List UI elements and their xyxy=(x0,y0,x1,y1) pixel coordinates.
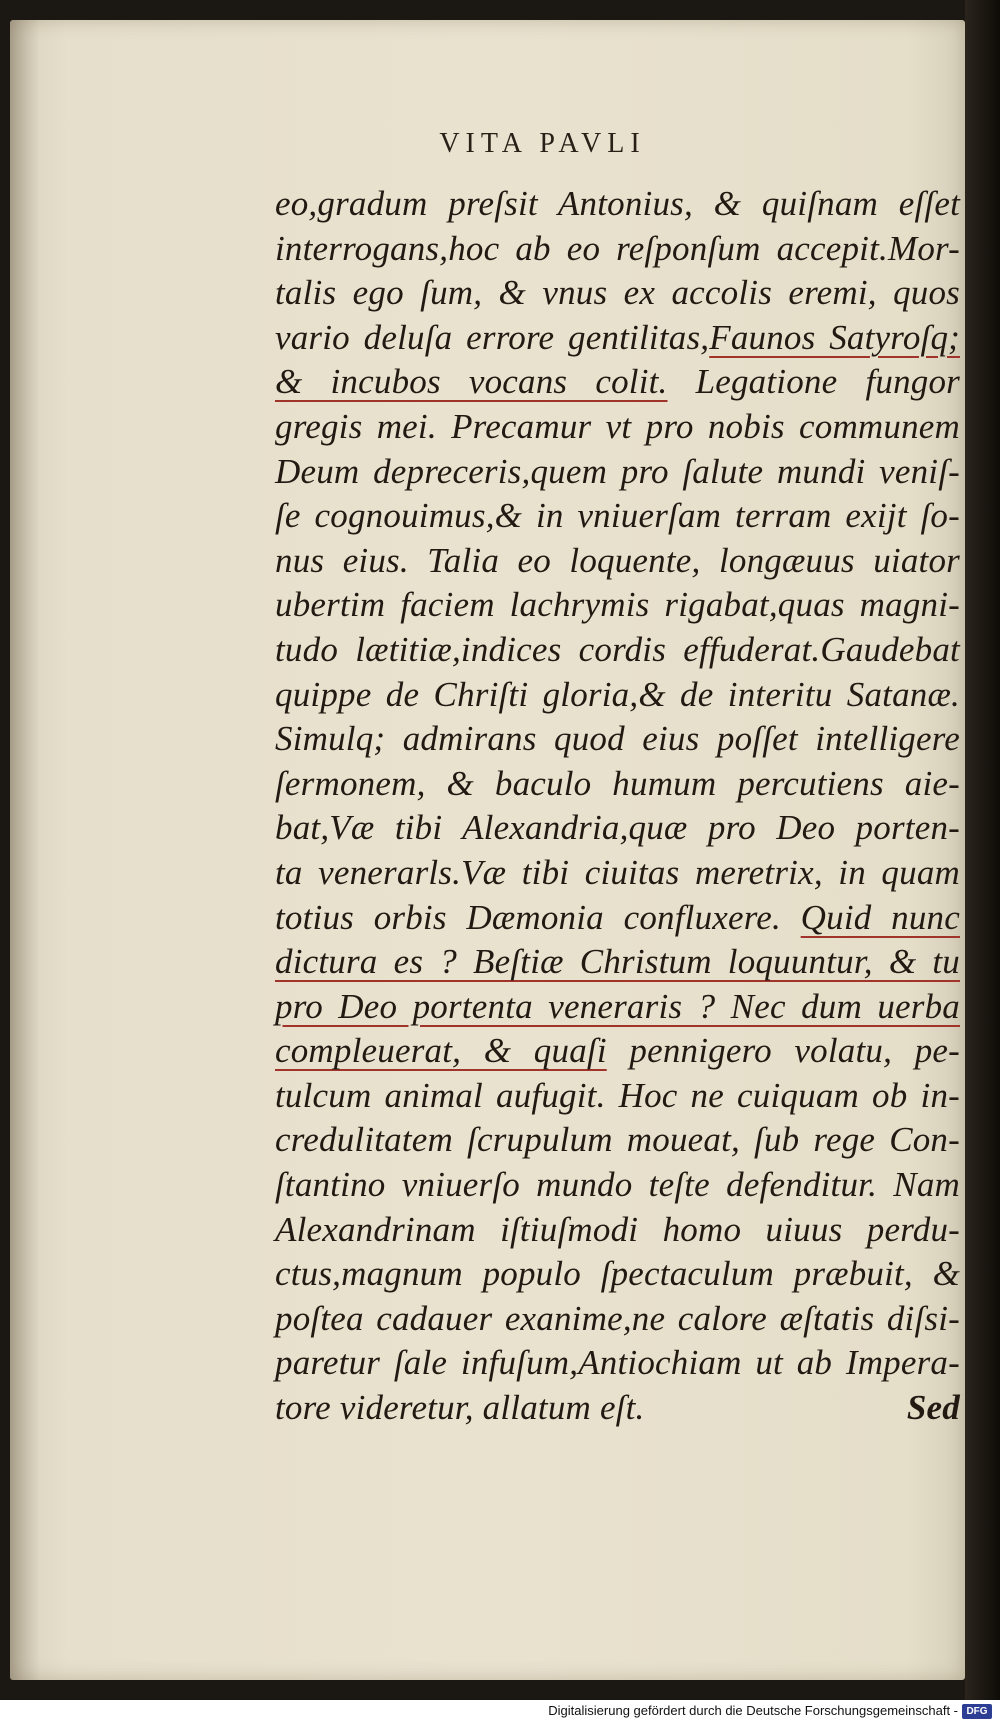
digitization-footer xyxy=(0,1700,1000,1725)
text-line xyxy=(275,360,960,405)
line-text: pennigero volatu, pe- xyxy=(606,1031,960,1071)
line-text: ubertim faciem lachrymis rigabat,quas magni- xyxy=(275,585,960,625)
text-line xyxy=(275,1341,960,1386)
text-line xyxy=(275,1386,960,1431)
line-text: paretur ſale infuſum,Antiochiam ut ab Impera- xyxy=(275,1343,960,1383)
footer-credit: Digitalisierung gefördert durch die Deutsche Forschungsgemeinschaft - xyxy=(548,1703,958,1718)
line-text: Legatione fungor xyxy=(667,362,960,402)
line-text: poſtea cadauer exanime,ne calore æſtatis diſsi- xyxy=(275,1298,960,1338)
text-line xyxy=(275,1208,960,1253)
underlined-text: Quid nunc xyxy=(800,897,960,937)
line-text: credulitatem ſcrupulum moueat, ſub rege Con- xyxy=(275,1120,960,1160)
text-line xyxy=(275,1252,960,1297)
line-text: totius orbis Dæmonia confluxere. xyxy=(275,897,801,937)
text-line xyxy=(275,182,960,227)
text-line xyxy=(275,851,960,896)
underlined-text: & incubos vocans colit. xyxy=(275,362,668,402)
text-line xyxy=(275,940,960,985)
line-text: ſe cognouimus,& in vniuerſam terram exijt ſo- xyxy=(275,496,960,536)
text-line xyxy=(275,806,960,851)
line-text: ſermonem, & baculo humum percutiens aie- xyxy=(275,763,960,803)
catchword: Sed xyxy=(906,1388,960,1428)
text-line xyxy=(275,316,960,361)
text-line xyxy=(275,673,960,718)
line-text: Simulq; admirans quod eius poſſet intelligere xyxy=(275,719,960,759)
line-text: bat,Væ tibi Alexandria,quæ pro Deo porten- xyxy=(275,808,960,848)
text-line xyxy=(275,539,960,584)
text-line xyxy=(275,1297,960,1342)
line-text: nus eius. Talia eo loquente, longæuus uiator xyxy=(275,540,960,580)
text-line xyxy=(275,583,960,628)
dfg-logo: DFG xyxy=(962,1704,992,1719)
text-line xyxy=(275,1163,960,1208)
scan-edge xyxy=(965,0,1000,1725)
underlined-text: pro Deo portenta veneraris ? Nec dum uerba xyxy=(275,986,960,1026)
text-line xyxy=(275,494,960,539)
text-line xyxy=(275,271,960,316)
book-page xyxy=(10,20,965,1680)
line-text: interrogans,hoc ab eo reſponſum accepit.Mor- xyxy=(275,228,960,268)
line-text: Alexandrinam iſtiuſmodi homo uiuus perdu- xyxy=(275,1209,960,1249)
gutter-shadow xyxy=(10,20,40,1680)
line-text: talis ego ſum, & vnus ex accolis eremi, quos xyxy=(275,273,960,313)
line-text: quippe de Chriſti gloria,& de interitu Satanæ. xyxy=(275,674,960,714)
text-line xyxy=(275,1074,960,1119)
text-line xyxy=(275,227,960,272)
underlined-text: Faunos Satyroſq; xyxy=(709,317,960,357)
text-line xyxy=(275,896,960,941)
text-line xyxy=(275,1029,960,1074)
line-text: ta venerarls.Væ tibi ciuitas meretrix, in quam xyxy=(275,852,960,892)
line-text: tudo lætitiæ,indices cordis effuderat.Gaudebat xyxy=(275,629,960,669)
text-line xyxy=(275,450,960,495)
text-line xyxy=(275,985,960,1030)
line-text: eo,gradum preſsit Antonius, & quiſnam eſſet xyxy=(275,184,960,223)
line-text: ſtantino vniuerſo mundo teſte defenditur. Nam xyxy=(275,1165,960,1205)
running-head: VITA PAVLI xyxy=(439,128,646,159)
text-line xyxy=(275,717,960,762)
text-line xyxy=(275,1118,960,1163)
text-line xyxy=(275,405,960,450)
text-line xyxy=(275,628,960,673)
line-text: tulcum animal aufugit. Hoc ne cuiquam ob in- xyxy=(275,1075,960,1115)
line-text: gregis mei. Precamur vt pro nobis communem xyxy=(275,406,960,446)
text-block xyxy=(275,182,960,1431)
line-text: Deum depreceris,quem pro ſalute mundi veniſ- xyxy=(275,451,960,491)
text-line xyxy=(275,762,960,807)
line-text: tore videretur, allatum eſt. xyxy=(275,1388,645,1428)
line-text: vario deluſa errore gentilitas, xyxy=(275,317,710,357)
underlined-text: compleuerat, & quaſi xyxy=(275,1031,607,1071)
underlined-text: dictura es ? Beſtiæ Christum loquuntur, & tu xyxy=(275,942,960,982)
line-text: ctus,magnum populo ſpectaculum præbuit, & xyxy=(275,1254,960,1294)
